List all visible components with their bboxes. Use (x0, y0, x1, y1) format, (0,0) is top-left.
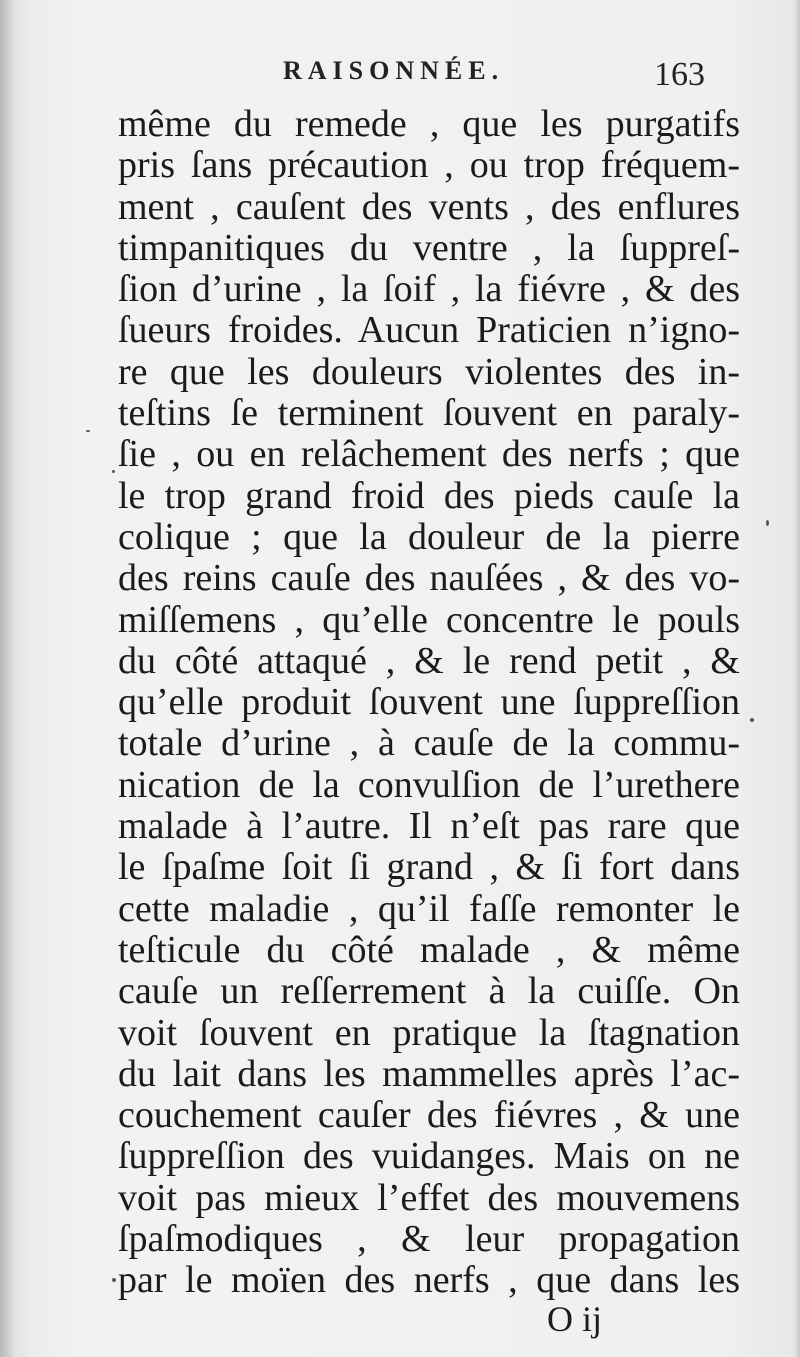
text-line: des reins cauſe des nauſées , & des vo- (118, 557, 740, 600)
text-line: couchement cauſer des fiévres , & une (118, 1094, 740, 1137)
ink-speck (766, 520, 769, 526)
text-line: miſſemens , qu’elle concentre le pouls (118, 598, 740, 641)
text-line: colique ; que la douleur de la pierre (118, 515, 740, 558)
text-line: ſion d’urine , la ſoif , la fiévre , & des (118, 268, 740, 311)
text-line: cette maladie , qu’il faſſe remonter le (118, 887, 740, 930)
text-line: ſueurs froides. Aucun Praticien n’igno- (118, 309, 740, 352)
text-line: pris ſans précaution , ou trop fréquem- (118, 144, 740, 187)
text-line: par le moïen des nerfs , que dans les (118, 1259, 740, 1302)
text-line: ſie , ou en relâchement des nerfs ; que (118, 433, 740, 476)
gutter-shadow (0, 0, 14, 1357)
text-line: qu’elle produit ſouvent une ſuppreſſion (118, 681, 740, 724)
text-line: nication de la convulſion de l’urethere (118, 763, 740, 806)
ink-speck (750, 718, 754, 722)
page-number: 163 (654, 56, 705, 93)
running-head: RAISONNÉE. (283, 56, 505, 85)
body-text (118, 104, 740, 1302)
text-line: le trop grand froid des pieds cauſe la (118, 474, 740, 517)
text-line: ſuppreſſion des vuidanges. Mais on ne (118, 1135, 740, 1178)
text-line: cauſe un reſſerrement à la cuiſſe. On (118, 970, 740, 1013)
text-line: teſticule du côté malade , & même (118, 928, 740, 971)
ink-speck (112, 470, 115, 473)
ink-speck (112, 1278, 116, 1282)
page-edge (794, 0, 800, 1357)
text-line: même du remede , que les purgatifs (118, 103, 740, 145)
text-line: du côté attaqué , & le rend petit , & (118, 639, 740, 682)
text-line: malade à l’autre. Il n’eſt pas rare que (118, 805, 740, 848)
text-line: voit pas mieux l’effet des mouvemens (118, 1176, 740, 1219)
text-line: re que les douleurs violentes des in- (118, 350, 740, 393)
text-line: voit ſouvent en pratique la ſtagnation (118, 1011, 740, 1054)
text-line: teſtins ſe terminent ſouvent en paraly- (118, 392, 740, 435)
text-line: timpanitiques du ventre , la ſuppreſ- (118, 226, 740, 269)
signature-mark: O ij (547, 1299, 603, 1339)
text-line: ſpaſmodiques , & leur propagation (118, 1218, 740, 1261)
text-line: le ſpaſme ſoit ſi grand , & ſi fort dans (118, 846, 740, 889)
text-line: ment , cauſent des vents , des enflures (118, 185, 740, 228)
ink-speck (86, 430, 90, 432)
text-line: totale d’urine , à cauſe de la commu- (118, 722, 740, 765)
text-line: du lait dans les mammelles après l’ac- (118, 1052, 740, 1095)
